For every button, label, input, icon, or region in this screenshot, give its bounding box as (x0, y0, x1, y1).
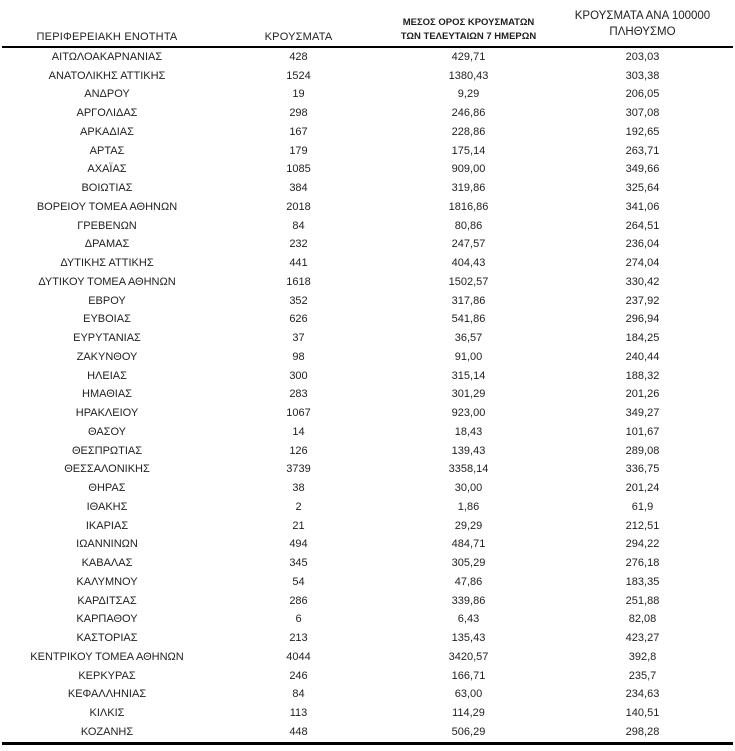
per100k-cell: 264,51 (625, 219, 660, 232)
table-row (2, 461, 733, 480)
avg7days-cell: 247,57 (451, 238, 486, 251)
avg7days-cell: 339,86 (451, 594, 486, 607)
per100k-cell: 307,08 (625, 107, 660, 120)
region-cell: ΑΡΚΑΔΙΑΣ (80, 125, 134, 138)
region-cell: ΗΛΕΙΑΣ (87, 369, 127, 382)
cases-cell: 352 (289, 294, 308, 307)
cases-cell: 19 (292, 88, 305, 101)
per100k-cell: 392,8 (628, 650, 657, 663)
avg7days-cell: 36,57 (454, 332, 483, 345)
avg7days-cell: 18,43 (454, 425, 483, 438)
table-row (2, 67, 733, 86)
cases-cell: 448 (212, 723, 385, 743)
table-row (2, 498, 733, 517)
region-cell: ΘΕΣΣΑΛΟΝΙΚΗΣ (64, 463, 150, 476)
per100k-cell: 212,51 (625, 519, 660, 532)
avg7days-cell: 30,00 (454, 482, 483, 495)
table-row (2, 517, 733, 536)
avg7days-cell: 315,14 (451, 369, 486, 382)
per100k-cell: 234,63 (625, 688, 660, 701)
table-row (2, 367, 733, 386)
table-row (2, 723, 733, 743)
table-row (2, 423, 733, 442)
avg7days-cell: 1,86 (457, 500, 480, 513)
per100k-cell: 235,7 (628, 669, 657, 682)
column-header-avg7days-line1: ΜΕΣΟΣ ΟΡΟΣ ΚΡΟΥΣΜΑΤΩΝ (402, 17, 535, 29)
regional-cases-table (2, 0, 733, 745)
avg7days-cell: 1380,43 (448, 69, 489, 82)
cases-cell: 38 (292, 482, 305, 495)
per100k-cell: 240,44 (625, 350, 660, 363)
avg7days-cell: 135,43 (451, 632, 486, 645)
column-header-cases: ΚΡΟΥΣΜΑΤΑ (212, 0, 385, 47)
avg7days-cell: 175,14 (451, 144, 486, 157)
cases-cell: 428 (289, 50, 308, 63)
per100k-cell: 237,92 (625, 294, 660, 307)
column-header-per100k-line1: ΚΡΟΥΣΜΑΤΑ ΑΝΑ 100000 (574, 9, 711, 22)
cases-cell: 1618 (286, 275, 311, 288)
region-cell: ΒΟΡΕΙΟΥ ΤΟΜΕΑ ΑΘΗΝΩΝ (36, 200, 178, 213)
cases-cell: 298 (289, 107, 308, 120)
table-row (2, 442, 733, 461)
table-row (2, 629, 733, 648)
avg7days-cell: 909,00 (451, 163, 486, 176)
table-row (2, 592, 733, 611)
per100k-cell: 341,06 (625, 200, 660, 213)
table-row (2, 217, 733, 236)
region-cell: ΚΑΛΥΜΝΟΥ (76, 575, 138, 588)
per100k-cell: 289,08 (625, 444, 660, 457)
avg7days-cell: 3358,14 (448, 463, 489, 476)
table-row (2, 348, 733, 367)
table-row (2, 179, 733, 198)
column-header-region: ΠΕΡΙΦΕΡΕΙΑΚΗ ΕΝΟΤΗΤΑ (2, 0, 212, 47)
cases-cell: 213 (289, 632, 308, 645)
region-cell: ΔΥΤΙΚΟΥ ΤΟΜΕΑ ΑΘΗΝΩΝ (38, 275, 176, 288)
cases-cell: 626 (289, 313, 308, 326)
region-cell: ΚΙΛΚΙΣ (89, 707, 125, 720)
avg7days-cell: 9,29 (457, 88, 480, 101)
cases-cell: 179 (289, 144, 308, 157)
per100k-cell: 349,27 (625, 407, 660, 420)
cases-cell: 283 (289, 388, 308, 401)
avg7days-cell: 80,86 (454, 219, 483, 232)
avg7days-cell: 305,29 (451, 557, 486, 570)
column-header-avg7days-line2: ΤΩΝ ΤΕΛΕΥΤΑΙΩΝ 7 ΗΜΕΡΩΝ (400, 30, 537, 42)
cases-cell: 300 (289, 369, 308, 382)
avg7days-cell: 317,86 (451, 294, 486, 307)
cases-cell: 1524 (286, 69, 311, 82)
avg7days-cell: 246,86 (451, 107, 486, 120)
cases-cell: 21 (292, 519, 305, 532)
cases-cell: 232 (289, 238, 308, 251)
header-row (2, 0, 733, 47)
region-cell: ΘΕΣΠΡΩΤΙΑΣ (71, 444, 143, 457)
per100k-cell: 303,38 (625, 69, 660, 82)
per100k-cell: 349,66 (625, 163, 660, 176)
cases-cell: 84 (292, 688, 305, 701)
region-cell: ΑΡΓΟΛΙΔΑΣ (76, 107, 138, 120)
region-cell: ΗΡΑΚΛΕΙΟΥ (75, 407, 139, 420)
table-row (2, 161, 733, 180)
per100k-cell: 276,18 (625, 557, 660, 570)
region-cell: ΔΡΑΜΑΣ (84, 238, 130, 251)
region-cell: ΕΥΡΥΤΑΝΙΑΣ (73, 332, 141, 345)
per100k-cell: 236,04 (625, 238, 660, 251)
avg7days-cell: 1816,86 (448, 200, 489, 213)
region-cell: ΚΕΡΚΥΡΑΣ (78, 669, 136, 682)
avg7days-cell: 3420,57 (448, 650, 489, 663)
table-row (2, 704, 733, 723)
table-row (2, 123, 733, 142)
region-cell: ΗΜΑΘΙΑΣ (82, 388, 132, 401)
region-cell: ΓΡΕΒΕΝΩΝ (77, 219, 137, 232)
avg7days-cell: 228,86 (451, 125, 486, 138)
cases-cell: 3739 (286, 463, 311, 476)
per100k-cell: 298,28 (552, 723, 733, 743)
region-cell: ΒΟΙΩΤΙΑΣ (81, 182, 133, 195)
cases-cell: 54 (292, 575, 305, 588)
table-row (2, 386, 733, 405)
region-cell: ΘΗΡΑΣ (88, 482, 126, 495)
region-cell: ΔΥΤΙΚΗΣ ΑΤΤΙΚΗΣ (60, 257, 154, 270)
cases-cell: 1067 (286, 407, 311, 420)
region-cell: ΚΑΣΤΟΡΙΑΣ (76, 632, 138, 645)
per100k-cell: 101,67 (625, 425, 660, 438)
per100k-cell: 423,27 (625, 632, 660, 645)
per100k-cell: 192,65 (625, 125, 660, 138)
avg7days-cell: 1502,57 (448, 275, 489, 288)
region-cell: ΑΡΤΑΣ (89, 144, 125, 157)
region-cell: ΚΟΖΑΝΗΣ (2, 723, 212, 743)
per100k-cell: 336,75 (625, 463, 660, 476)
per100k-cell: 183,35 (625, 575, 660, 588)
per100k-cell: 184,25 (625, 332, 660, 345)
avg7days-cell: 91,00 (454, 350, 483, 363)
per100k-cell: 201,24 (625, 482, 660, 495)
table-row (2, 198, 733, 217)
avg7days-cell: 6,43 (457, 613, 480, 626)
cases-cell: 286 (289, 594, 308, 607)
cases-cell: 345 (289, 557, 308, 570)
cases-cell: 98 (292, 350, 305, 363)
per100k-cell: 325,64 (625, 182, 660, 195)
per100k-cell: 61,9 (631, 500, 654, 513)
per100k-cell: 330,42 (625, 275, 660, 288)
cases-cell: 246 (289, 669, 308, 682)
cases-cell: 494 (289, 538, 308, 551)
column-header-avg7days (385, 0, 552, 47)
region-cell: ΙΩΑΝΝΙΝΩΝ (76, 538, 138, 551)
table-row (2, 573, 733, 592)
table-row (2, 292, 733, 311)
table-row (2, 236, 733, 255)
region-cell: ΑΝΔΡΟΥ (84, 88, 130, 101)
per100k-cell: 82,08 (628, 613, 657, 626)
table-row (2, 311, 733, 330)
region-cell: ΕΥΒΟΙΑΣ (83, 313, 131, 326)
table-header (2, 0, 733, 47)
per100k-cell: 274,04 (625, 257, 660, 270)
table-row (2, 329, 733, 348)
cases-cell: 14 (292, 425, 305, 438)
cases-cell: 6 (295, 613, 302, 626)
cases-cell: 1085 (286, 163, 311, 176)
avg7days-cell: 114,29 (452, 707, 485, 720)
cases-cell: 37 (292, 332, 305, 345)
table-row (2, 404, 733, 423)
table-row (2, 254, 733, 273)
cases-cell: 2 (295, 500, 302, 513)
region-cell: ΚΕΝΤΡΙΚΟΥ ΤΟΜΕΑ ΑΘΗΝΩΝ (30, 650, 184, 663)
region-cell: ΙΘΑΚΗΣ (86, 500, 128, 513)
region-cell: ΚΑΡΠΑΘΟΥ (76, 613, 138, 626)
table-row (2, 554, 733, 573)
avg7days-cell: 484,71 (451, 538, 486, 551)
region-cell: ΖΑΚΥΝΘΟΥ (76, 350, 138, 363)
table-row (2, 479, 733, 498)
region-cell: ΙΚΑΡΙΑΣ (85, 519, 129, 532)
cases-cell: 167 (289, 125, 308, 138)
cases-cell: 384 (289, 182, 308, 195)
region-cell: ΑΙΤΩΛΟΑΚΑΡΝΑΝΙΑΣ (51, 50, 163, 63)
table-row (2, 104, 733, 123)
per100k-cell: 140,51 (625, 707, 660, 720)
avg7days-cell: 47,86 (454, 575, 483, 588)
table-row (2, 47, 733, 67)
avg7days-cell: 541,86 (451, 313, 486, 326)
per100k-cell: 188,32 (625, 369, 660, 382)
region-cell: ΕΒΡΟΥ (88, 294, 126, 307)
region-cell: ΚΑΡΔΙΤΣΑΣ (77, 594, 137, 607)
cases-cell: 113 (289, 707, 308, 720)
avg7days-cell: 319,86 (451, 182, 486, 195)
avg7days-cell: 166,71 (451, 669, 486, 682)
table-body (2, 47, 733, 743)
table-row (2, 86, 733, 105)
table-row (2, 611, 733, 630)
per100k-cell: 206,05 (625, 88, 660, 101)
cases-cell: 126 (289, 444, 308, 457)
cases-cell: 2018 (286, 200, 311, 213)
per100k-cell: 294,22 (625, 538, 660, 551)
avg7days-cell: 429,71 (451, 50, 486, 63)
cases-cell: 4044 (286, 650, 311, 663)
per100k-cell: 263,71 (625, 144, 660, 157)
region-cell: ΑΝΑΤΟΛΙΚΗΣ ΑΤΤΙΚΗΣ (48, 69, 166, 82)
avg7days-cell: 139,43 (451, 444, 486, 457)
table-row (2, 648, 733, 667)
per100k-cell: 203,03 (625, 50, 660, 63)
avg7days-cell: 923,00 (451, 407, 486, 420)
region-cell: ΚΑΒΑΛΑΣ (81, 557, 133, 570)
region-cell: ΑΧΑΪΑΣ (87, 163, 127, 176)
avg7days-cell: 301,29 (451, 388, 486, 401)
avg7days-cell: 506,29 (385, 723, 552, 743)
per100k-cell: 251,88 (625, 594, 660, 607)
region-cell: ΚΕΦΑΛΛΗΝΙΑΣ (67, 688, 147, 701)
table-row (2, 686, 733, 705)
table-row (2, 273, 733, 292)
per100k-cell: 201,26 (625, 388, 660, 401)
table-row (2, 667, 733, 686)
per100k-cell: 296,94 (625, 313, 660, 326)
column-header-per100k-line2: ΠΛΗΘΥΣΜΟ (609, 26, 676, 39)
avg7days-cell: 63,00 (454, 688, 483, 701)
avg7days-cell: 404,43 (451, 257, 486, 270)
table-row (2, 142, 733, 161)
cases-cell: 84 (292, 219, 305, 232)
column-header-per100k (552, 0, 733, 47)
cases-cell: 441 (289, 257, 308, 270)
table-row (2, 536, 733, 555)
region-cell: ΘΑΣΟΥ (87, 425, 127, 438)
avg7days-cell: 29,29 (454, 519, 483, 532)
